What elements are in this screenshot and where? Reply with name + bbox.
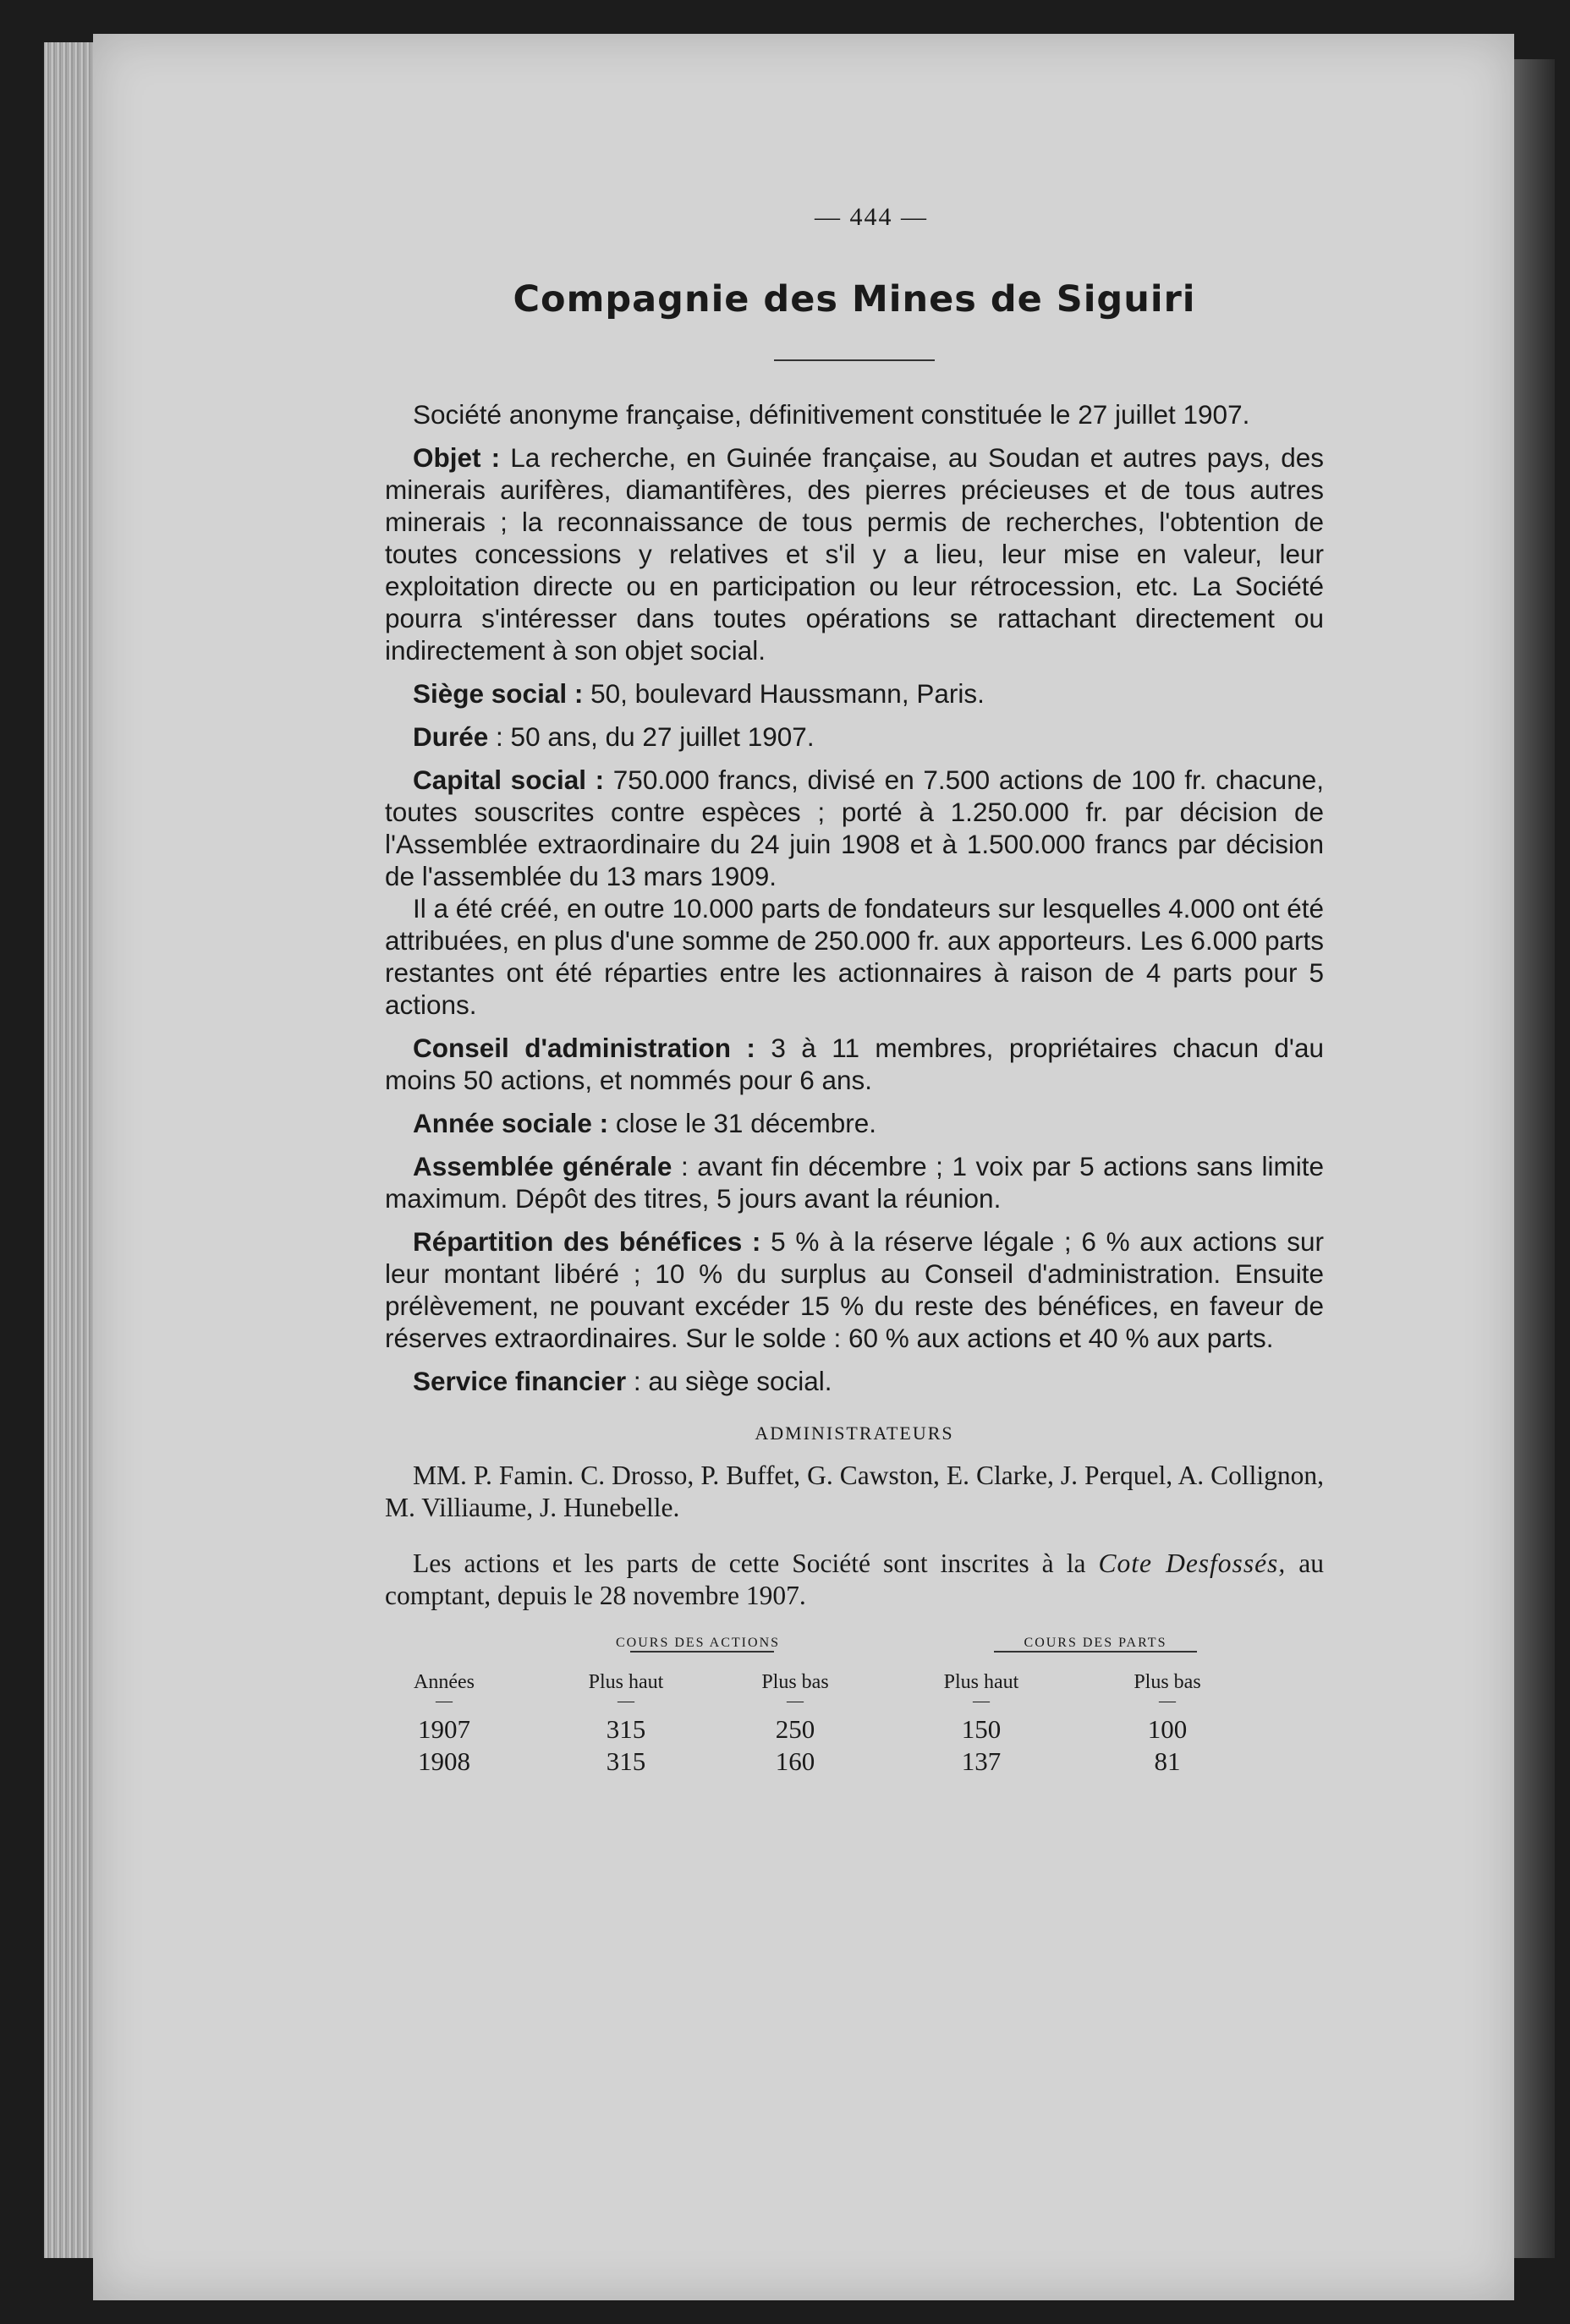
- section-label: Siège social :: [413, 678, 584, 709]
- section-paragraph: [385, 1032, 1324, 1096]
- page-title: Compagnie des Mines de Siguiri: [513, 278, 1196, 321]
- cell-r1-c2: 160: [775, 1746, 815, 1776]
- section-label: Durée: [413, 721, 489, 752]
- administrateurs-heading: ADMINISTRATEURS: [755, 1422, 954, 1444]
- dash-parts-haut: —: [973, 1691, 990, 1710]
- section-text: Il a été créé, en outre 10.000 parts de fondateurs sur lesquelles 4.000 ont été attribuées, en plus d'une somme de 250.000 fr. aux apporteurs. Les 6.000 parts restantes ont été réparties entre les actionnaires à raison de 4 parts pour 5 actions.: [385, 893, 1324, 1020]
- intro-paragraph: Société anonyme française, définitivement constituée le 27 juillet 1907.: [413, 399, 1250, 430]
- section-label: Objet :: [413, 442, 501, 473]
- section-label: Service financier: [413, 1366, 627, 1396]
- section-text: 5 % à la réserve légale ; 6 % aux actions sur leur montant libéré ; 10 % du surplus au Conseil d'administration. Ensuite prélèvement, ne pouvant excéder 15 % du reste des bénéfices, en faveur de réserves extraordinaires. Sur le solde : 60 % aux actions et 40 % aux parts.: [385, 1226, 1324, 1353]
- section-text: La recherche, en Guinée française, au Soudan et autres pays, des minerais aurifères, diamantifères, des pierres précieuses et de tous autres minerais ; la reconnaissance de tous permis de recherches, l'obtention de toutes concessions y relatives et s'il y a lieu, leur mise en valeur, leur exploitation directe ou en participation ou leur rétrocession, etc. La Société pourra s'intéresser dans toutes opérations se rattachant directement ou indirectement à son objet social.: [385, 442, 1324, 666]
- dash-actions-haut: —: [618, 1691, 634, 1710]
- cell-r1-c4: 81: [1154, 1746, 1181, 1776]
- section-label: Conseil d'administration :: [413, 1033, 755, 1063]
- section-paragraph: [385, 721, 1324, 753]
- header-actions-haut: Plus haut: [588, 1671, 664, 1693]
- header-actions-bas: Plus bas: [761, 1671, 829, 1693]
- section-text: : 50 ans, du 27 juillet 1907.: [488, 721, 815, 752]
- section-paragraph: [385, 764, 1324, 892]
- section-paragraph: [385, 1150, 1324, 1214]
- dash-actions-bas: —: [787, 1691, 804, 1710]
- section-paragraph: [385, 1107, 1324, 1139]
- page-content: [385, 203, 1324, 1796]
- cell-r0-c2: 250: [775, 1714, 815, 1744]
- group-actions-brace: [630, 1651, 774, 1664]
- cell-r0-c1: 315: [606, 1714, 646, 1744]
- section-text: 50, boulevard Haussmann, Paris.: [583, 678, 985, 709]
- section-paragraph: [385, 1225, 1324, 1354]
- group-actions-label: COURS DES ACTIONS: [615, 1636, 781, 1650]
- section-text: close le 31 décembre.: [608, 1108, 877, 1138]
- cote-italic: Cote Desfossés,: [1098, 1548, 1287, 1578]
- cell-r1-c0: 1908: [418, 1746, 470, 1776]
- cell-r1-c3: 137: [961, 1746, 1002, 1776]
- header-annees: Années: [414, 1671, 475, 1693]
- section-label: Année sociale :: [413, 1108, 609, 1138]
- section-paragraph: [385, 1365, 1324, 1397]
- dash-annees: —: [436, 1691, 453, 1710]
- section-label: Capital social :: [413, 765, 605, 795]
- section-paragraph: [385, 441, 1324, 666]
- cote-text-before: Les actions et les parts de cette Société sont inscrites à la: [413, 1548, 1099, 1578]
- section-paragraph: [385, 677, 1324, 710]
- cell-r1-c1: 315: [606, 1746, 646, 1776]
- section-text: 3 à 11 membres, propriétaires chacun d'au moins 50 actions, et nommés pour 6 ans.: [385, 1033, 1324, 1095]
- section-text: : au siège social.: [626, 1366, 832, 1396]
- price-table: [385, 1636, 1324, 1796]
- section-text: : avant fin décembre ; 1 voix par 5 actions sans limite maximum. Dépôt des titres, 5 jours avant la réunion.: [385, 1151, 1324, 1214]
- dash-parts-bas: —: [1159, 1691, 1176, 1710]
- section-label: Répartition des bénéfices :: [413, 1226, 761, 1257]
- cote-paragraph: [385, 1548, 1324, 1612]
- cell-r0-c3: 150: [961, 1714, 1002, 1744]
- group-parts-label: COURS DES PARTS: [1024, 1636, 1167, 1650]
- cell-r0-c0: 1907: [418, 1714, 470, 1744]
- administrateurs-list: MM. P. Famin. C. Drosso, P. Buffet, G. Cawston, E. Clarke, J. Perquel, A. Collignon, M. Villiaume, J. Hunebelle.: [385, 1461, 1324, 1522]
- section-paragraph: [385, 892, 1324, 1021]
- header-parts-haut: Plus haut: [943, 1671, 1019, 1693]
- cell-r0-c4: 100: [1147, 1714, 1188, 1744]
- book-spine-shadow: [1514, 59, 1555, 2258]
- group-parts-brace: [994, 1651, 1197, 1664]
- title-rule: [774, 359, 935, 361]
- page-number: — 444 —: [815, 203, 928, 231]
- section-text: 750.000 francs, divisé en 7.500 actions de 100 fr. chacune, toutes souscrites contre espèces ; porté à 1.250.000 fr. par décision de l'Assemblée extraordinaire du 24 juin 1908 et à 1.500.000 francs par décision de l'assemblée du 13 mars 1909.: [385, 765, 1324, 891]
- cote-text-after: au comptant, depuis le 28 novembre 1907.: [385, 1548, 1324, 1610]
- header-parts-bas: Plus bas: [1134, 1671, 1201, 1693]
- section-label: Assemblée générale: [413, 1151, 672, 1181]
- sections: [385, 441, 1324, 1397]
